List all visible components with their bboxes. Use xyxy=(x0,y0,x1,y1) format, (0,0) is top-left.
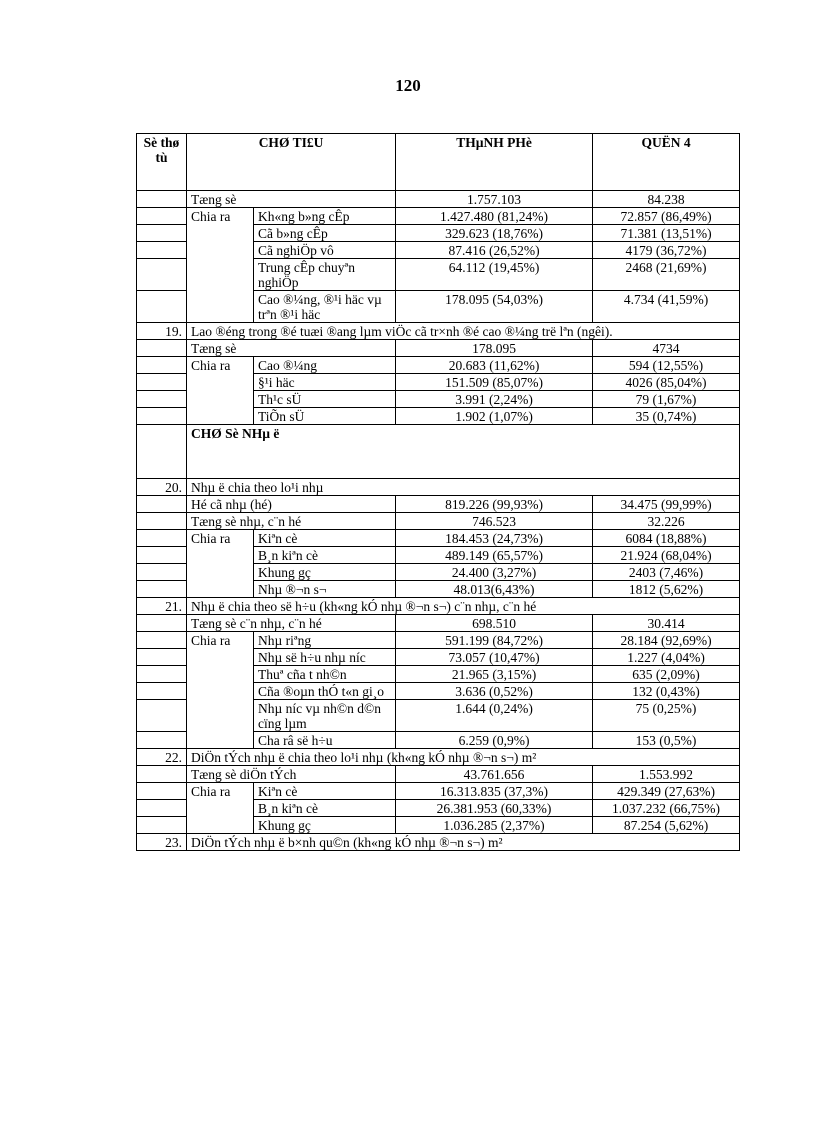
section-row xyxy=(137,425,740,479)
stt-cell xyxy=(137,581,187,598)
header-stt: Sè thø tù xyxy=(137,134,187,191)
table-header-row xyxy=(137,134,740,191)
stt-cell xyxy=(137,649,187,666)
table-row xyxy=(137,340,740,357)
stt-cell xyxy=(137,683,187,700)
city-value: 698.510 xyxy=(396,615,593,632)
stt-cell xyxy=(137,766,187,783)
district-value: 75 (0,25%) xyxy=(593,700,740,732)
table-row xyxy=(137,357,740,374)
table-row xyxy=(137,632,740,649)
district-value: 1.553.992 xyxy=(593,766,740,783)
sub-label: Thuª cña t nh©n xyxy=(254,666,396,683)
stt-cell xyxy=(137,208,187,225)
page-number: 120 xyxy=(395,76,421,95)
label-cell: Tæng sè diÖn tÝch xyxy=(187,766,396,783)
city-value: 746.523 xyxy=(396,513,593,530)
stt-cell xyxy=(137,666,187,683)
sub-label: Nhµ së h÷u nhµ níc xyxy=(254,649,396,666)
stt-cell xyxy=(137,191,187,208)
sub-label: Nhµ riªng xyxy=(254,632,396,649)
group-label: Chia ra xyxy=(187,208,254,323)
sub-label: Nhµ níc vµ nh©n d©n cïng lµm xyxy=(254,700,396,732)
sub-label: Nhµ ®¬n s¬ xyxy=(254,581,396,598)
table-row xyxy=(137,513,740,530)
stt-cell: 22. xyxy=(137,749,187,766)
sub-label: Cã nghiÖp vô xyxy=(254,242,396,259)
district-value: 1812 (5,62%) xyxy=(593,581,740,598)
table-row xyxy=(137,834,740,851)
stt-cell xyxy=(137,357,187,374)
table-row xyxy=(137,530,740,547)
sub-label: Cã b»ng cÊp xyxy=(254,225,396,242)
group-label: Chia ra xyxy=(187,783,254,834)
district-value: 153 (0,5%) xyxy=(593,732,740,749)
district-value: 79 (1,67%) xyxy=(593,391,740,408)
district-value: 30.414 xyxy=(593,615,740,632)
label-cell: Hé cã nhµ (hé) xyxy=(187,496,396,513)
row-title: DiÖn tÝch nhµ ë b×nh qu©n (kh«ng kÓ nhµ ®¬n s¬) m² xyxy=(187,834,740,851)
stt-cell xyxy=(137,291,187,323)
city-value: 591.199 (84,72%) xyxy=(396,632,593,649)
city-value: 16.313.835 (37,3%) xyxy=(396,783,593,800)
group-label: Chia ra xyxy=(187,530,254,598)
label-cell: Tæng sè c¨n nhµ, c¨n hé xyxy=(187,615,396,632)
city-value: 184.453 (24,73%) xyxy=(396,530,593,547)
district-value: 34.475 (99,99%) xyxy=(593,496,740,513)
district-value: 594 (12,55%) xyxy=(593,357,740,374)
district-value: 35 (0,74%) xyxy=(593,408,740,425)
stt-cell xyxy=(137,259,187,291)
sub-label: Cao ®¼ng xyxy=(254,357,396,374)
table-row xyxy=(137,783,740,800)
group-label: Chia ra xyxy=(187,357,254,425)
table-row xyxy=(137,615,740,632)
city-value: 24.400 (3,27%) xyxy=(396,564,593,581)
district-value: 4026 (85,04%) xyxy=(593,374,740,391)
city-value: 1.427.480 (81,24%) xyxy=(396,208,593,225)
stt-cell xyxy=(137,242,187,259)
stt-cell xyxy=(137,425,187,479)
district-value: 71.381 (13,51%) xyxy=(593,225,740,242)
row-title: DiÖn tÝch nhµ ë chia theo lo¹i nhµ (kh«ng kÓ nhµ ®¬n s¬) m² xyxy=(187,749,740,766)
district-value: 84.238 xyxy=(593,191,740,208)
district-value: 132 (0,43%) xyxy=(593,683,740,700)
sub-label: B¸n kiªn cè xyxy=(254,800,396,817)
table-row xyxy=(137,208,740,225)
stt-cell: 21. xyxy=(137,598,187,615)
district-value: 21.924 (68,04%) xyxy=(593,547,740,564)
table-row xyxy=(137,766,740,783)
city-value: 1.036.285 (2,37%) xyxy=(396,817,593,834)
stt-cell xyxy=(137,513,187,530)
district-value: 2403 (7,46%) xyxy=(593,564,740,581)
sub-label: Trung cÊp chuyªn nghiÖp xyxy=(254,259,396,291)
table-row xyxy=(137,598,740,615)
district-value: 4734 xyxy=(593,340,740,357)
district-value: 87.254 (5,62%) xyxy=(593,817,740,834)
sub-label: §¹i häc xyxy=(254,374,396,391)
city-value: 26.381.953 (60,33%) xyxy=(396,800,593,817)
city-value: 6.259 (0,9%) xyxy=(396,732,593,749)
stt-cell: 20. xyxy=(137,479,187,496)
row-title: Nhµ ë chia theo së h÷u (kh«ng kÓ nhµ ®¬n s¬) c¨n nhµ, c¨n hé xyxy=(187,598,740,615)
city-value: 151.509 (85,07%) xyxy=(396,374,593,391)
header-district: QUËN 4 xyxy=(593,134,740,191)
sub-label: Th¹c sÜ xyxy=(254,391,396,408)
district-value: 2468 (21,69%) xyxy=(593,259,740,291)
sub-label: Kiªn cè xyxy=(254,783,396,800)
stt-cell xyxy=(137,340,187,357)
district-value: 6084 (18,88%) xyxy=(593,530,740,547)
stt-cell xyxy=(137,632,187,649)
sub-label: Khung gç xyxy=(254,564,396,581)
row-title: Lao ®éng trong ®é tuæi ®ang lµm viÖc cã tr×nh ®é cao ®¼ng trë lªn (ngêi). xyxy=(187,323,740,340)
table-row xyxy=(137,323,740,340)
city-value: 43.761.656 xyxy=(396,766,593,783)
section-title: CHØ Sè NHµ ë xyxy=(187,425,740,479)
group-label: Chia ra xyxy=(187,632,254,749)
district-value: 635 (2,09%) xyxy=(593,666,740,683)
table-row xyxy=(137,749,740,766)
city-value: 48.013(6,43%) xyxy=(396,581,593,598)
stt-cell xyxy=(137,496,187,513)
city-value: 1.902 (1,07%) xyxy=(396,408,593,425)
city-value: 1.757.103 xyxy=(396,191,593,208)
sub-label: Kh«ng b»ng cÊp xyxy=(254,208,396,225)
district-value: 32.226 xyxy=(593,513,740,530)
district-value: 4.734 (41,59%) xyxy=(593,291,740,323)
label-cell: Tæng sè xyxy=(187,191,396,208)
district-value: 4179 (36,72%) xyxy=(593,242,740,259)
city-value: 178.095 xyxy=(396,340,593,357)
stt-cell xyxy=(137,564,187,581)
city-value: 489.149 (65,57%) xyxy=(396,547,593,564)
sub-label: Cha râ së h÷u xyxy=(254,732,396,749)
stt-cell xyxy=(137,800,187,817)
city-value: 329.623 (18,76%) xyxy=(396,225,593,242)
city-value: 1.644 (0,24%) xyxy=(396,700,593,732)
city-value: 819.226 (99,93%) xyxy=(396,496,593,513)
city-value: 3.636 (0,52%) xyxy=(396,683,593,700)
stt-cell xyxy=(137,225,187,242)
table-row xyxy=(137,479,740,496)
stt-cell xyxy=(137,408,187,425)
stt-cell xyxy=(137,783,187,800)
stt-cell xyxy=(137,817,187,834)
stt-cell xyxy=(137,530,187,547)
stt-cell: 19. xyxy=(137,323,187,340)
sub-label: Cao ®¼ng, ®¹i häc vµ trªn ®¹i häc xyxy=(254,291,396,323)
district-value: 72.857 (86,49%) xyxy=(593,208,740,225)
header-city: THµNH PHè xyxy=(396,134,593,191)
sub-label: Cña ®oµn thÓ t«n gi¸o xyxy=(254,683,396,700)
row-title: Nhµ ë chia theo lo¹i nhµ xyxy=(187,479,740,496)
city-value: 64.112 (19,45%) xyxy=(396,259,593,291)
city-value: 73.057 (10,47%) xyxy=(396,649,593,666)
city-value: 87.416 (26,52%) xyxy=(396,242,593,259)
header-indicator: CHØ TI£U xyxy=(187,134,396,191)
city-value: 3.991 (2,24%) xyxy=(396,391,593,408)
district-value: 1.037.232 (66,75%) xyxy=(593,800,740,817)
city-value: 21.965 (3,15%) xyxy=(396,666,593,683)
label-cell: Tæng sè xyxy=(187,340,396,357)
label-cell: Tæng sè nhµ, c¨n hé xyxy=(187,513,396,530)
sub-label: TiÕn sÜ xyxy=(254,408,396,425)
stt-cell xyxy=(137,732,187,749)
table-row xyxy=(137,191,740,208)
stt-cell xyxy=(137,391,187,408)
sub-label: Khung gç xyxy=(254,817,396,834)
stt-cell: 23. xyxy=(137,834,187,851)
district-value: 429.349 (27,63%) xyxy=(593,783,740,800)
stt-cell xyxy=(137,615,187,632)
district-value: 28.184 (92,69%) xyxy=(593,632,740,649)
district-value: 1.227 (4,04%) xyxy=(593,649,740,666)
statistics-table xyxy=(136,133,740,851)
city-value: 20.683 (11,62%) xyxy=(396,357,593,374)
table-row xyxy=(137,496,740,513)
sub-label: Kiªn cè xyxy=(254,530,396,547)
stt-cell xyxy=(137,700,187,732)
city-value: 178.095 (54,03%) xyxy=(396,291,593,323)
sub-label: B¸n kiªn cè xyxy=(254,547,396,564)
stt-cell xyxy=(137,547,187,564)
stt-cell xyxy=(137,374,187,391)
